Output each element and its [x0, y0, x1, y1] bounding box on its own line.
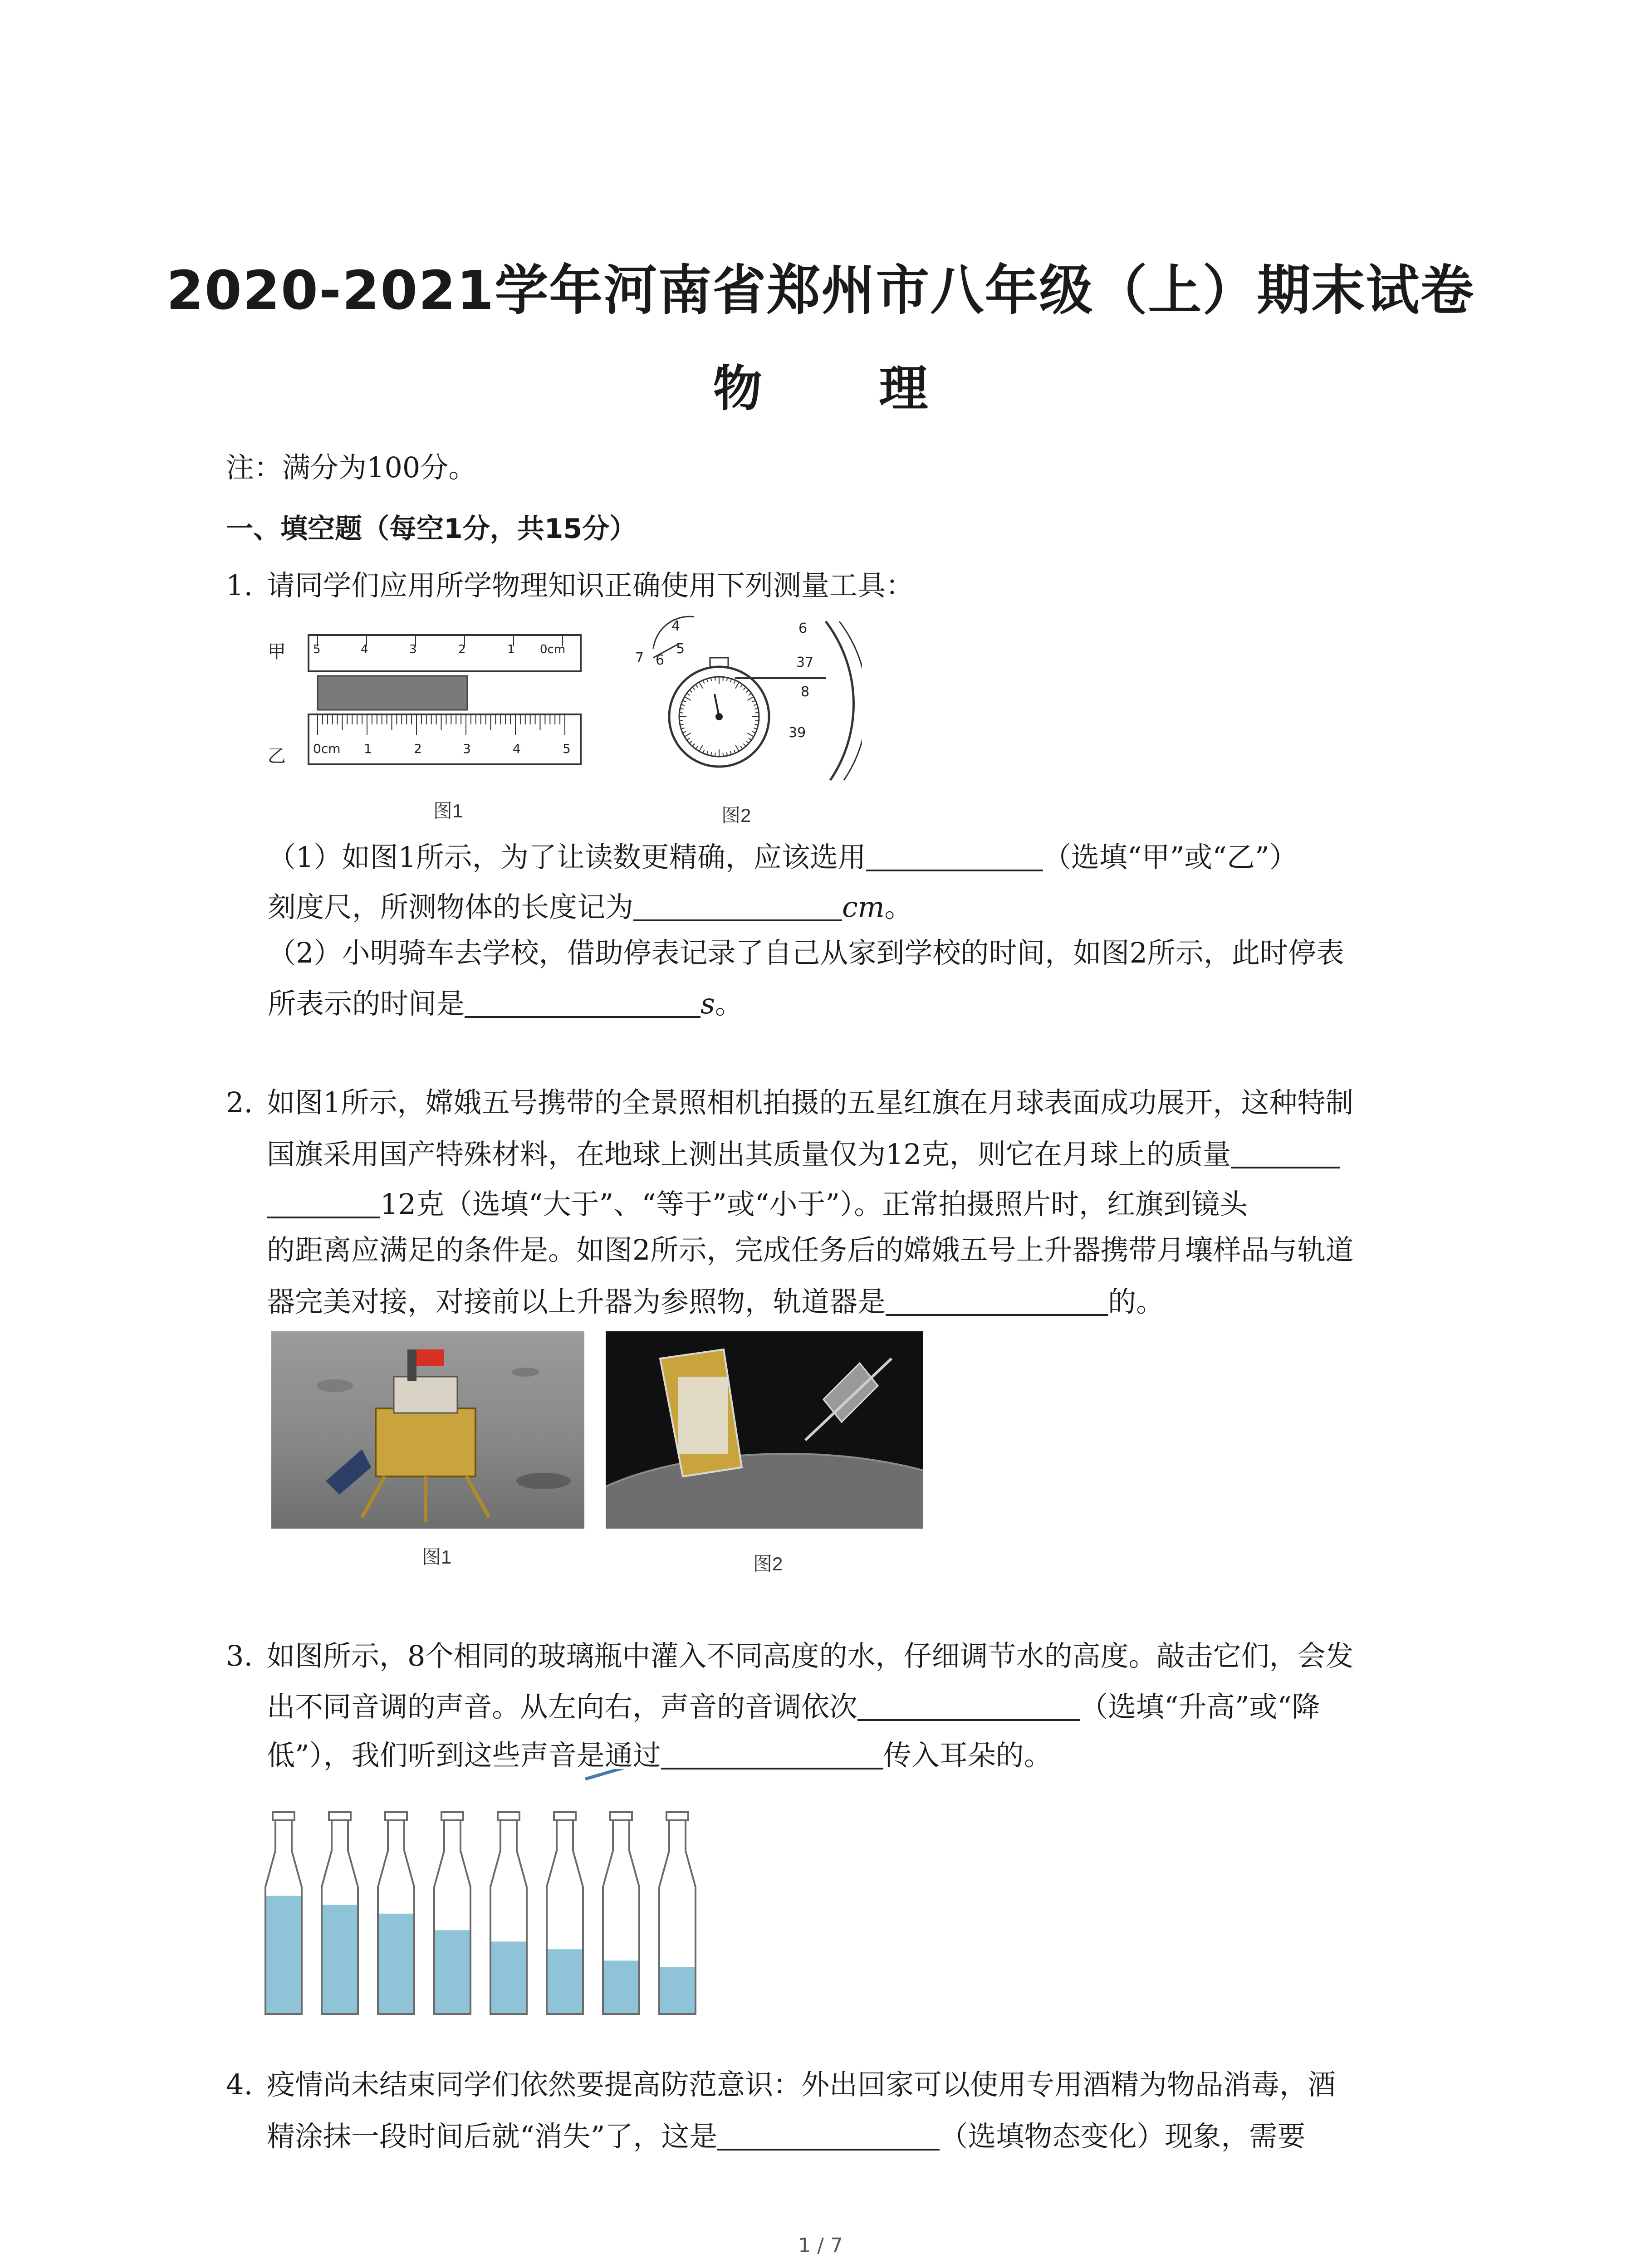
q2-line3-text: 12克（选填“大于”、“等于”或“小于”）。正常拍摄照片时，红旗到镜头: [380, 1188, 1248, 1221]
water: [265, 1896, 302, 2014]
answer-blank[interactable]: [717, 2121, 940, 2151]
q4-line2-text-a: 精涂抹一段时间后就“消失”了，这是: [267, 2120, 718, 2153]
water: [603, 1960, 639, 2014]
water: [659, 1967, 696, 2014]
q1-p1-text-b: （选填“甲”或“乙”）: [1043, 841, 1298, 874]
punct: 。: [715, 987, 743, 1020]
stopwatch-tick: [755, 720, 759, 721]
red-flag: [416, 1349, 444, 1366]
small-dial-label: 4: [671, 618, 681, 634]
q2-line3: [267, 1188, 1248, 1221]
subject-title: 物 理: [713, 361, 978, 417]
jia-tick-label: 5: [313, 643, 321, 656]
answer-blank[interactable]: [886, 1286, 1108, 1316]
jia-tick-label: 3: [409, 643, 417, 656]
q3-line2-text-b: （选填“升高”或“降: [1080, 1690, 1320, 1723]
bottle-lip: [610, 1812, 632, 1820]
q2-line5-text-b: 的。: [1108, 1285, 1165, 1318]
q1-p1-line1: [268, 841, 1298, 874]
yi-tick-label: 1: [364, 741, 372, 756]
q2-line4: 的距离应满足的条件是。如图2所示，完成任务后的嫦娥五号上升器携带月壤样品与轨道: [267, 1233, 1354, 1266]
jia-tick-label: 1: [507, 643, 515, 656]
bottle-lip: [554, 1812, 576, 1820]
jia-tick-label: 4: [361, 643, 368, 656]
unit-cm: cm: [842, 890, 885, 924]
q1-p2-line1: （2）小明骑车去学校，借助停表记录了自己从家到学校的时间，如图2所示，此时停表: [268, 936, 1344, 969]
q3-line3: [267, 1739, 1052, 1772]
yi-tick-label: 5: [563, 741, 571, 756]
bottle-lip: [273, 1812, 294, 1820]
small-dial-label: 7: [635, 650, 644, 666]
q1-fig2-caption: 图2: [721, 805, 751, 826]
answer-blank[interactable]: [866, 841, 1043, 871]
q3-number: 3.: [226, 1639, 253, 1672]
page-number: 1 / 7: [798, 2234, 843, 2257]
glass-bottle: [659, 1812, 696, 2014]
bottle-lip: [385, 1812, 407, 1820]
big-scale-label: 37: [796, 655, 814, 670]
water: [378, 1914, 414, 2014]
jia-tick-label: 0cm: [540, 643, 566, 656]
magnified-scale: [826, 621, 853, 780]
q1-p1-line2: [268, 890, 913, 924]
glass-bottle: [378, 1812, 414, 2014]
q1-number: 1.: [226, 569, 253, 602]
small-dial-label: 6: [656, 652, 665, 668]
glass-bottle: [547, 1812, 583, 2014]
answer-blank[interactable]: [633, 891, 842, 921]
glass-bottle: [322, 1812, 358, 2014]
answer-blank[interactable]: [267, 1188, 380, 1218]
q2-number: 2.: [226, 1086, 253, 1119]
glass-bottle: [265, 1812, 302, 2014]
q2-line5-text-a: 器完美对接，对接前以上升器为参照物，轨道器是: [267, 1285, 886, 1318]
q1-p2-text-b: 所表示的时间是: [268, 987, 465, 1020]
mallet: [585, 1769, 735, 1779]
water: [434, 1930, 470, 2014]
q1-p2-line2: [268, 988, 743, 1018]
q4-line2: [267, 2121, 1305, 2151]
q2-line1: 如图1所示，嫦娥五号携带的全景照相机拍摄的五星红旗在月球表面成功展开，这种特制: [267, 1086, 1354, 1119]
q1-stem: 请同学们应用所学物理知识正确使用下列测量工具：: [267, 569, 914, 602]
bottle-lip: [666, 1812, 688, 1820]
answer-blank[interactable]: [1231, 1139, 1340, 1168]
ruler-yi-label: 乙: [268, 746, 286, 767]
glass-bottle: [490, 1812, 527, 2014]
q2-line2: [267, 1138, 1340, 1171]
q3-line1: 如图所示，8个相同的玻璃瓶中灌入不同高度的水，仔细调节水的高度。敲击它们，会发: [267, 1639, 1354, 1672]
glass-bottle: [603, 1812, 639, 2014]
small-dial-label: 5: [676, 641, 685, 657]
moon-surface: [606, 1454, 923, 1529]
water: [547, 1949, 583, 2014]
q2-fig2-caption: 图2: [753, 1553, 783, 1574]
big-scale-label: 39: [789, 725, 806, 741]
glass-bottle: [434, 1812, 470, 2014]
lander-flag-photo: [271, 1331, 584, 1529]
q4-line2-text-b: （选填物态变化）现象，需要: [940, 2120, 1306, 2153]
lander-body: [376, 1408, 475, 1476]
score-note: 注：满分为100分。: [226, 451, 477, 484]
big-scale-label: 6: [798, 621, 808, 636]
jia-tick-label: 2: [458, 643, 466, 656]
page-title: 2020-2021学年河南省郑州市八年级（上）期末试卷: [166, 259, 1475, 322]
measured-object: [318, 676, 467, 710]
yi-tick-label: 4: [513, 741, 521, 756]
stopwatch-figure: [626, 612, 862, 785]
q1-p1-text-a: （1）如图1所示，为了让读数更精确，应该选用: [268, 841, 866, 874]
answer-blank[interactable]: [465, 988, 700, 1018]
q3-line2: [267, 1691, 1320, 1721]
stopwatch-tick: [679, 720, 683, 721]
section-heading: 一、填空题（每空1分，共15分）: [226, 513, 637, 545]
q4-number: 4.: [226, 2068, 253, 2101]
bottle-lip: [498, 1812, 519, 1820]
q1-p1-text-c: 刻度尺，所测物体的长度记为: [268, 890, 634, 924]
punct: 。: [884, 890, 913, 924]
water: [322, 1905, 358, 2014]
water: [490, 1941, 527, 2014]
yi-tick-label: 3: [463, 741, 471, 756]
bottle-lip: [441, 1812, 463, 1820]
bottles-figure: [254, 1769, 735, 2023]
q2-fig1-caption: 图1: [422, 1546, 452, 1568]
q4-line1: 疫情尚未结束同学们依然要提高防范意识：外出回家可以使用专用酒精为物品消毒，酒: [267, 2068, 1336, 2101]
q3-line3-text-b: 传入耳朵的。: [883, 1739, 1052, 1772]
q1-fig1-caption: 图1: [433, 800, 463, 821]
answer-blank[interactable]: [661, 1740, 883, 1769]
big-scale-label: 8: [801, 684, 810, 700]
q3-line2-text-a: 出不同音调的声音。从左向右，声音的音调依次: [267, 1690, 858, 1723]
ruler-figure: [268, 621, 599, 780]
q3-line3-text-a: 低”），我们听到这些声音是通过: [267, 1739, 661, 1772]
docking-photo: [606, 1331, 923, 1529]
orbiter: [823, 1363, 878, 1422]
ruler-jia-label: 甲: [268, 641, 286, 662]
solar-panel: [326, 1449, 371, 1495]
q2-line5: [267, 1286, 1164, 1316]
answer-blank[interactable]: [857, 1691, 1080, 1721]
yi-tick-label: 2: [414, 741, 422, 756]
bottle-lip: [329, 1812, 351, 1820]
q2-line2-text: 国旗采用国产特殊材料，在地球上测出其质量仅为12克，则它在月球上的质量: [267, 1138, 1231, 1171]
yi-tick-label: 0cm: [313, 741, 341, 756]
unit-s: s: [700, 987, 715, 1020]
